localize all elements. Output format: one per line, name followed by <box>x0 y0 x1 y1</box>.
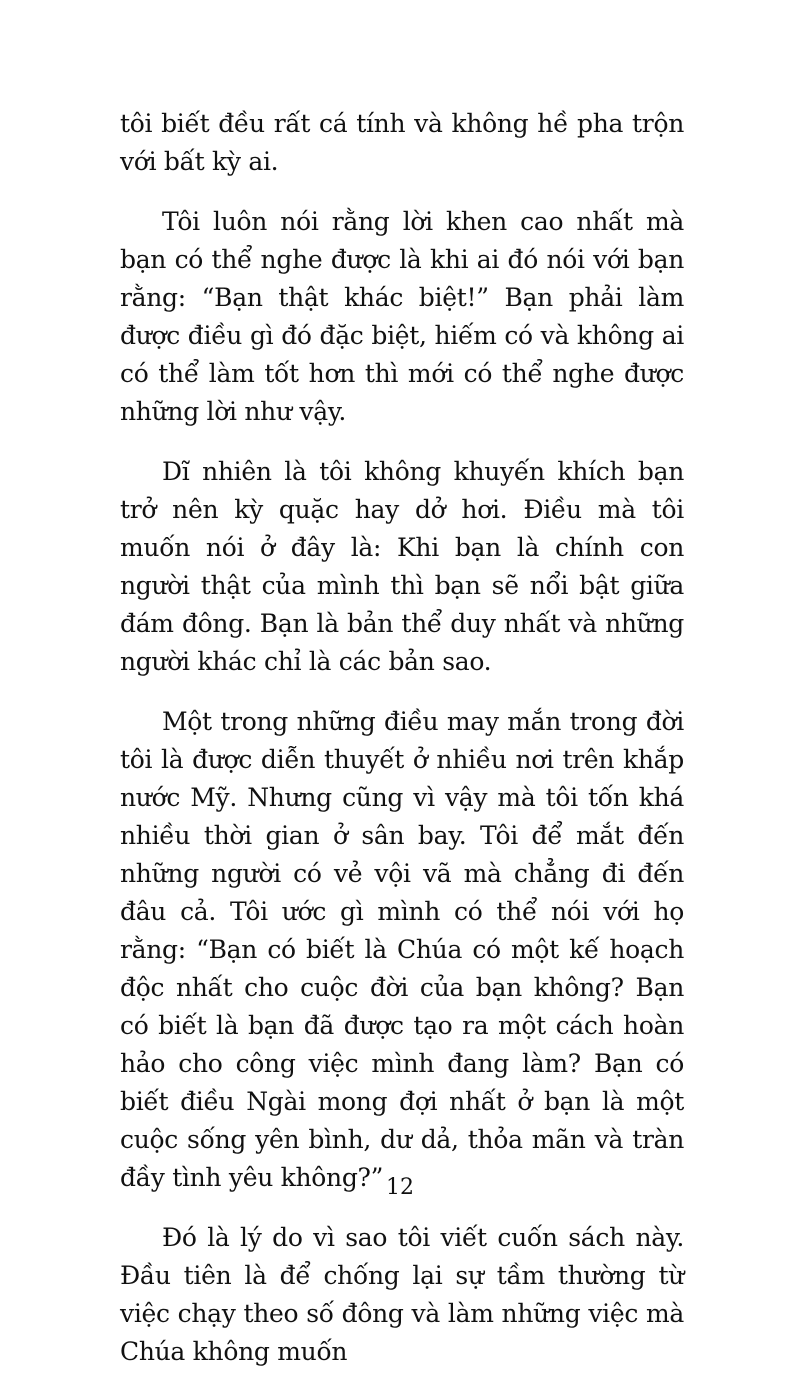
page-number: 12 <box>386 1175 414 1200</box>
paragraph-continuation: tôi biết đều rất cá tính và không hề pha trộn với bất kỳ ai. <box>120 109 684 176</box>
paragraph-highest-praise: Tôi luôn nói rằng lời khen cao nhất mà bạn có thể nghe được là khi ai đó nói với bạn rằng: “Bạn thật khác biệt!” Bạn phải làm được điều gì đó đặc biệt, hiếm có và không ai có thể làm tốt hơn thì mới có thể nghe được những lời như vậy. <box>120 207 684 426</box>
paragraph-book-purpose: Đó là lý do vì sao tôi viết cuốn sách này. Đầu tiên là để chống lại sự tầm thường từ việc chạy theo số đông và làm những việc mà Chúa không muốn <box>120 1223 684 1366</box>
paragraph-airport-story: Một trong những điều may mắn trong đời tôi là được diễn thuyết ở nhiều nơi trên khắp nước Mỹ. Nhưng cũng vì vậy mà tôi tốn khá nhiều thời gian ở sân bay. Tôi để mắt đến những người có vẻ vội vã mà chẳng đi đến đâu cả. Tôi ước gì mình có thể nói với họ rằng: “Bạn có biết là Chúa có một kế hoạch độc nhất cho cuộc đời của bạn không? Bạn có biết là bạn đã được tạo ra một cách hoàn hảo cho công việc mình đang làm? Bạn có biết điều Ngài mong đợi nhất ở bạn là một cuộc sống yên bình, dư dả, thỏa mãn và tràn đầy tình yêu không?” <box>120 707 684 1192</box>
paragraph-standing-out: Dĩ nhiên là tôi không khuyến khích bạn trở nên kỳ quặc hay dở hơi. Điều mà tôi muốn nói ở đây là: Khi bạn là chính con người thật của mình thì bạn sẽ nổi bật giữa đám đông. Bạn là bản thể duy nhất và những người khác chỉ là các bản sao. <box>120 457 684 676</box>
